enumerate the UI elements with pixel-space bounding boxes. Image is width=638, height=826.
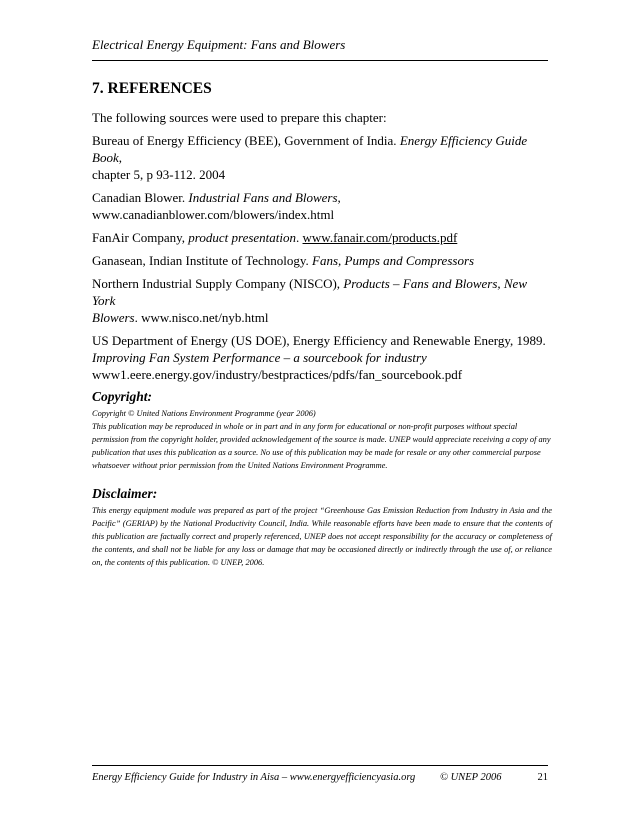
reference-text: , (118, 150, 122, 165)
disclaimer-title: Disclaimer: (92, 486, 158, 501)
footer-text: Energy Efficiency Guide for Industry in Aisa – www.energyefficiencyasia.org (92, 772, 416, 783)
reference-text: US Department of Energy (US DOE), Energy Efficiency and Renewable Energy, 1989. (92, 333, 546, 348)
footer-copyright: © UNEP 2006 (440, 772, 502, 783)
reference-link[interactable]: www.fanair.com/products.pdf (302, 230, 458, 245)
content-body (92, 110, 552, 569)
page-footer (92, 772, 548, 783)
page-number: 21 (537, 772, 548, 783)
reference-text: Northern Industrial Supply Company (NISCO), (92, 276, 344, 291)
reference-url: www1.eere.energy.gov/industry/bestpractices/pdfs/fan_sourcebook.pdf (92, 367, 463, 382)
reference-title: Energy Efficiency Guide Book (92, 133, 528, 165)
reference-title: Blowers (92, 310, 135, 325)
reference-item (92, 332, 552, 383)
reference-text: FanAir Company, (92, 230, 189, 245)
reference-text: Bureau of Energy Efficiency (BEE), Government of India. (92, 133, 400, 148)
reference-title: Products – Fans and Blowers, New York (92, 276, 527, 308)
header-rule (92, 60, 548, 61)
reference-text: Canadian Blower. (92, 190, 189, 205)
reference-url: www.canadianblower.com/blowers/index.html (92, 207, 335, 222)
copyright-body: This publication may be reproduced in whole or in part and in any form for educational or non-profit purposes without special permission from the copyright holder, provided acknowledgement of the source is made. UNEP would appreciate receiving a copy of any publication that uses this publication as a source. No use of this publication may be made for resale or any other commercial purpose whatsoever without prior permission from the United Nations Environment Programme. (92, 422, 551, 470)
reference-item (92, 275, 552, 326)
reference-title: product presentation (188, 230, 297, 245)
reference-title: Improving Fan System Performance – a sourcebook for industry (92, 350, 427, 365)
copyright-line: Copyright © United Nations Environment Programme (year 2006) (92, 409, 316, 418)
reference-title: Fans, Pumps and Compressors (312, 253, 475, 268)
copyright-title: Copyright: (92, 389, 153, 404)
intro-text: The following sources were used to prepare this chapter: (92, 110, 387, 125)
page-header: Electrical Energy Equipment: Fans and Blowers (92, 37, 346, 52)
reference-url: . www.nisco.net/nyb.html (134, 310, 269, 325)
reference-item (92, 132, 552, 183)
section-title: 7. REFERENCES (92, 80, 212, 97)
disclaimer-body: This energy equipment module was prepared as part of the project “Greenhouse Gas Emission Reduction from Industry in Asia and the Pacific” (GERIAP) by the National Productivity Council, India. While reasonable efforts have been made to ensure that the contents of this publication are factually correct and properly referenced, UNEP does not accept responsibility for the accuracy or completeness of the contents, and shall not be liable for any loss or damage that may be occasioned directly or indirectly through the use of, or reliance on, the contents of this publication. © UNEP, 2006. (92, 506, 552, 567)
footer-rule (92, 765, 548, 766)
reference-title: Industrial Fans and Blowers, (188, 190, 341, 205)
reference-text: Ganasean, Indian Institute of Technology. (92, 253, 313, 268)
reference-item (92, 189, 552, 223)
reference-detail: chapter 5, p 93-112. 2004 (92, 167, 226, 182)
reference-item (92, 252, 552, 269)
reference-item (92, 229, 552, 246)
reference-text: . (296, 230, 303, 245)
